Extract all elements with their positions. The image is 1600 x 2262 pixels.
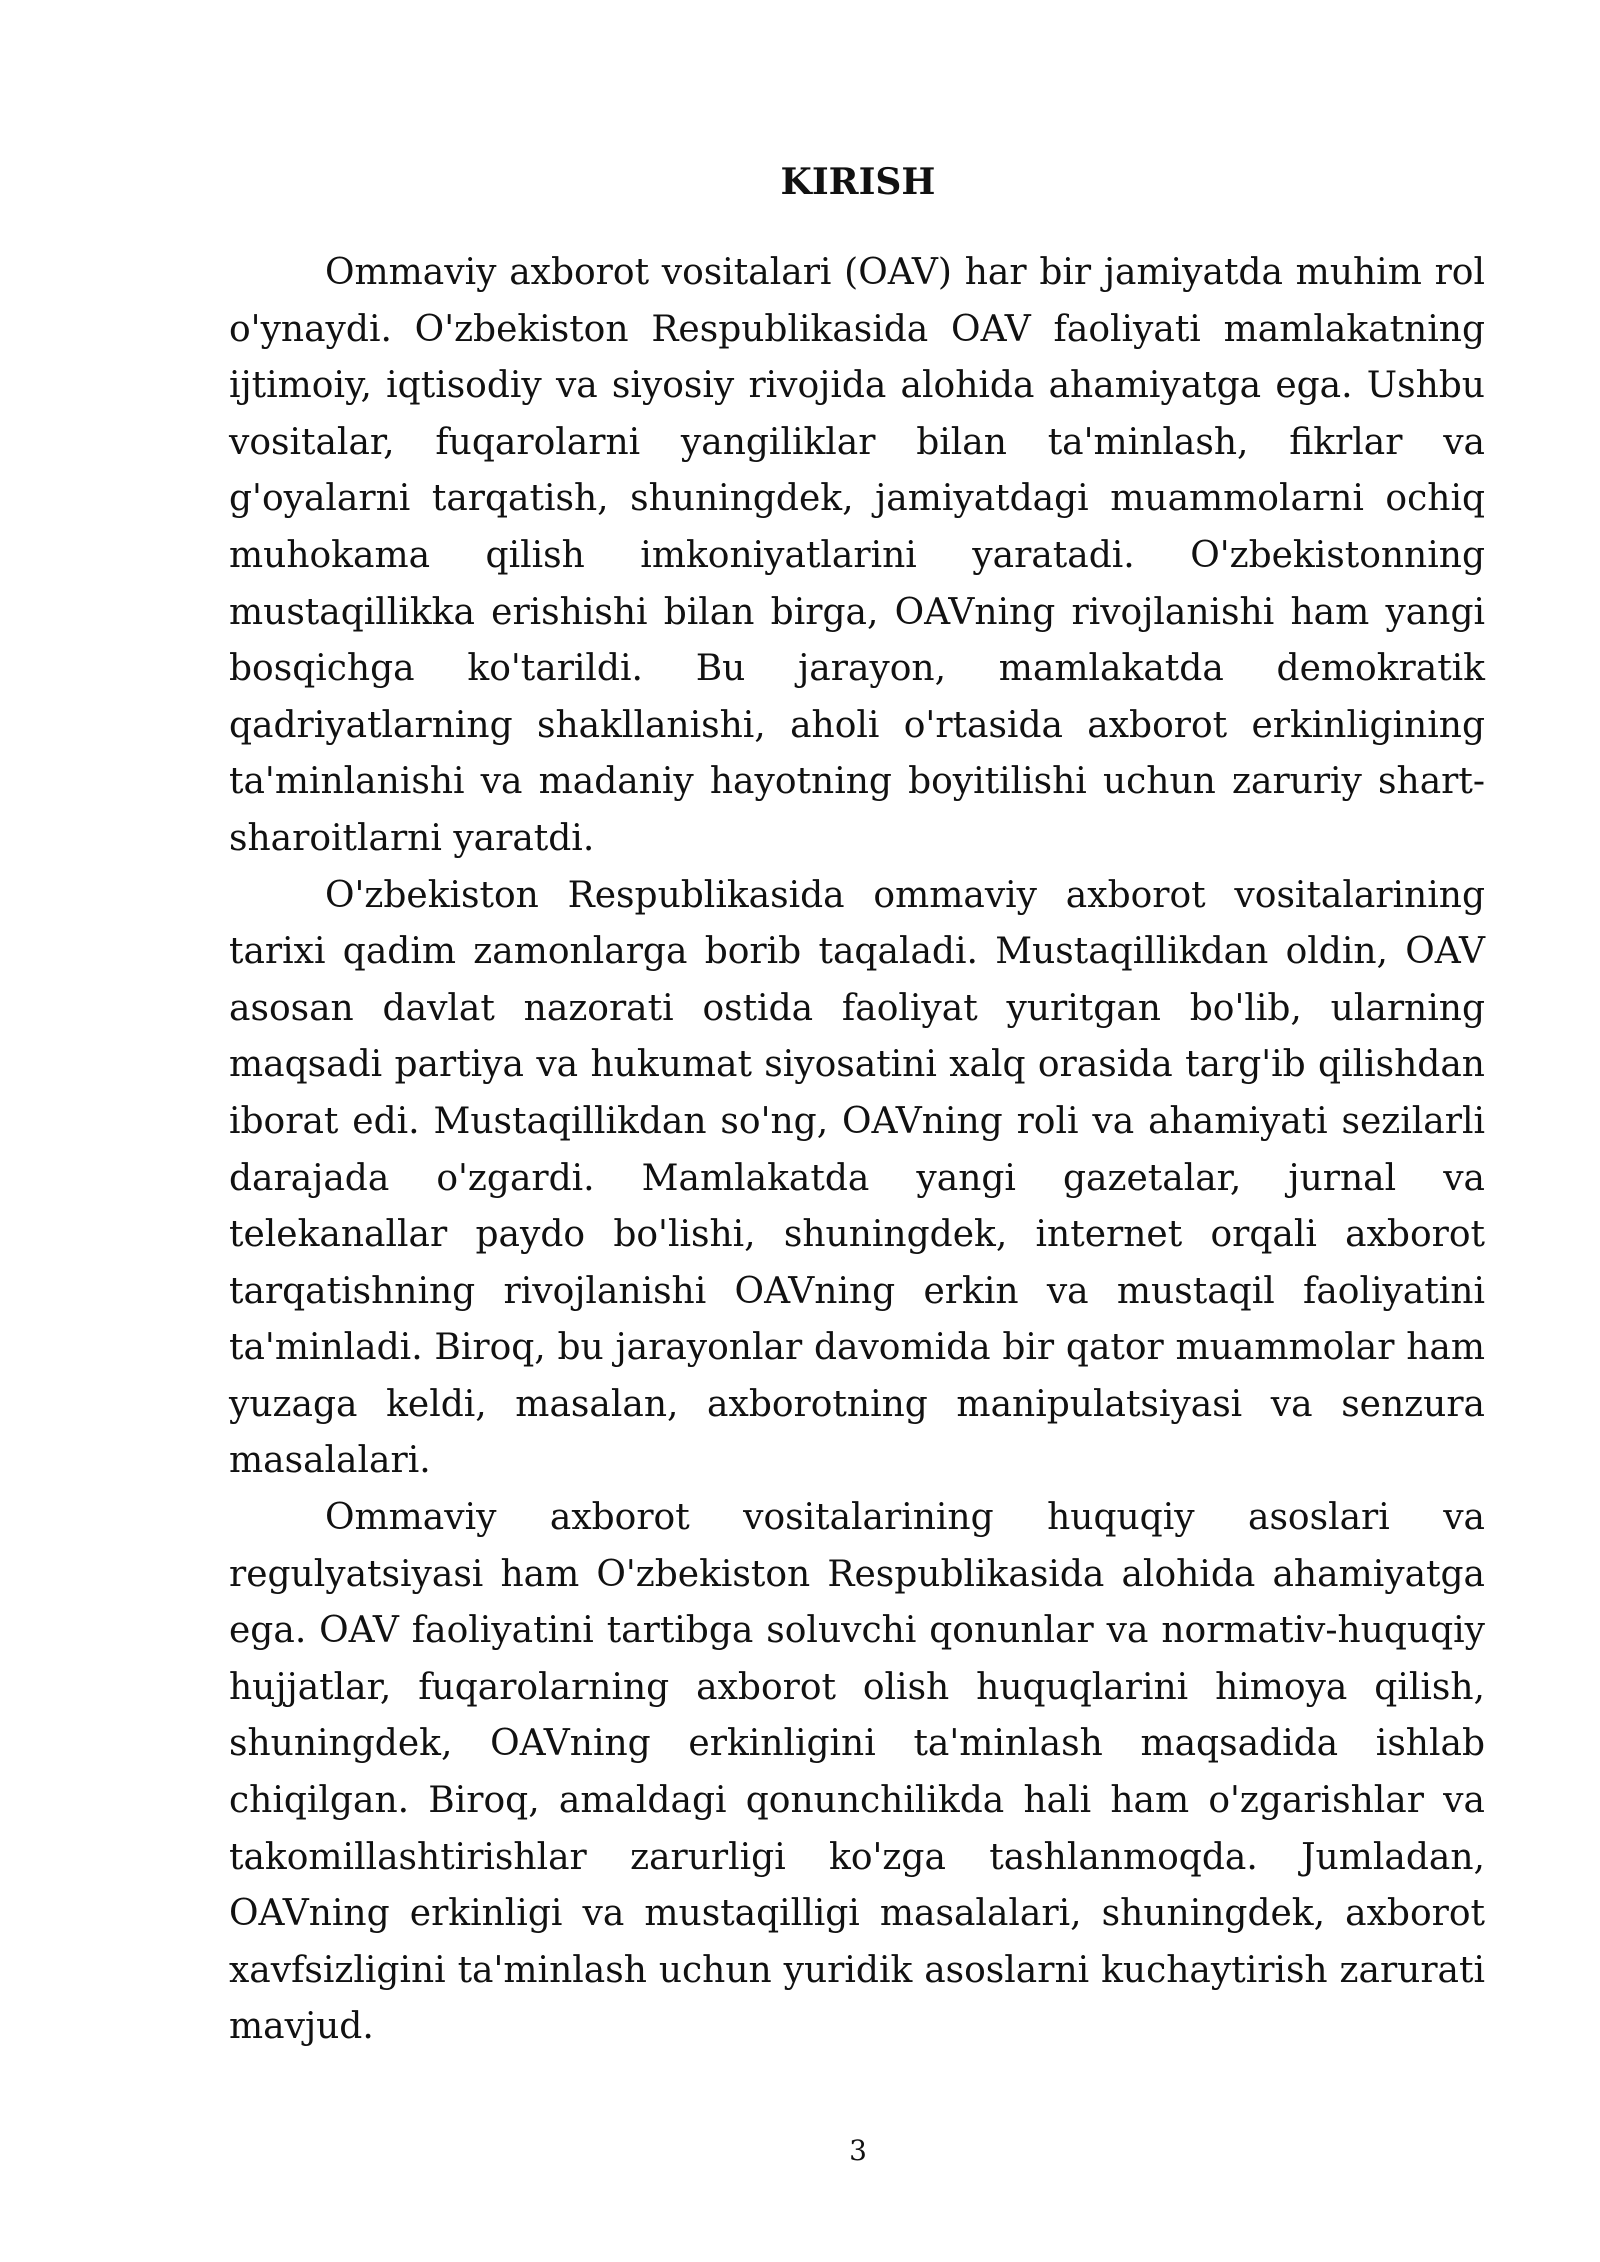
- body-text: [229, 245, 1485, 2056]
- paragraph-2: O'zbekiston Respublikasida ommaviy axborot vositalarining tarixi qadim zamonlarga borib taqaladi. Mustaqillikdan oldin, OAV asosan davlat nazorati ostida faoliyat yuritgan bo'lib, ularning maqsadi partiya va hukumat siyosatini xalq orasida targ'ib qilishdan iborat edi. Mustaqillikdan so'ng, OAVning roli va ahamiyati sezilarli darajada o'zgardi. Mamlakatda yangi gazetalar, jurnal va telekanallar paydo bo'lishi, shuningdek, internet orqali axborot tarqatishning rivojlanishi OAVning erkin va mustaqil faoliyatini ta'minladi. Biroq, bu jarayonlar davomida bir qator muammolar ham yuzaga keldi, masalan, axborotning manipulatsiyasi va senzura masalalari.: [229, 874, 1485, 1482]
- page-number: 3: [849, 2134, 867, 2167]
- paragraph-3: Ommaviy axborot vositalarining huquqiy asoslari va regulyatsiyasi ham O'zbekiston Respublikasida alohida ahamiyatga ega. OAV faoliyatini tartibga soluvchi qonunlar va normativ-huquqiy hujjatlar, fuqarolarning axborot olish huquqlarini himoya qilish, shuningdek, OAVning erkinligini ta'minlash maqsadida ishlab chiqilgan. Biroq, amaldagi qonunchilikda hali ham o'zgarishlar va takomillashtirishlar zarurligi ko'zga tashlanmoqda. Jumladan, OAVning erkinligi va mustaqilligi masalalari, shuningdek, axborot xavfsizligini ta'minlash uchun yuridik asoslarni kuchaytirish zarurati mavjud.: [229, 1497, 1485, 2048]
- paragraph-1: Ommaviy axborot vositalari (OAV) har bir jamiyatda muhim rol o'ynaydi. O'zbekiston Respublikasida OAV faoliyati mamlakatning ijtimoiy, iqtisodiy va siyosiy rivojida alohida ahamiyatga ega. Ushbu vositalar, fuqarolarni yangiliklar bilan ta'minlash, fikrlar va g'oyalarni tarqatish, shuningdek, jamiyatdagi muammolarni ochiq muhokama qilish imkoniyatlarini yaratadi. O'zbekistonning mustaqillikka erishishi bilan birga, OAVning rivojlanishi ham yangi bosqichga ko'tarildi. Bu jarayon, mamlakatda demokratik qadriyatlarning shakllanishi, aholi o'rtasida axborot erkinligining ta'minlanishi va madaniy hayotning boyitilishi uchun zaruriy shart-sharoitlarni yaratdi.: [229, 252, 1485, 859]
- page-title: KIRISH: [780, 161, 936, 203]
